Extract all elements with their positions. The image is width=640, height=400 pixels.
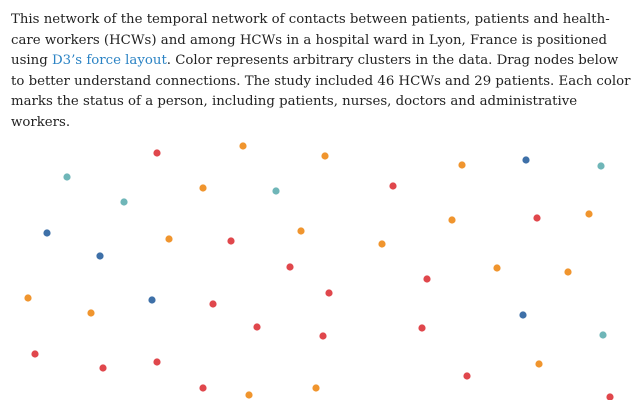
network-node-orange[interactable] bbox=[458, 161, 465, 168]
network-node-blue[interactable] bbox=[519, 311, 526, 318]
network-node-orange[interactable] bbox=[378, 240, 385, 247]
network-node-red[interactable] bbox=[31, 350, 38, 357]
network-node-red[interactable] bbox=[606, 393, 613, 400]
network-node-orange[interactable] bbox=[199, 184, 206, 191]
network-node-red[interactable] bbox=[389, 182, 396, 189]
network-node-orange[interactable] bbox=[239, 142, 246, 149]
network-node-teal[interactable] bbox=[272, 187, 279, 194]
network-node-red[interactable] bbox=[99, 364, 106, 371]
network-node-red[interactable] bbox=[153, 358, 160, 365]
network-node-red[interactable] bbox=[253, 323, 260, 330]
network-node-orange[interactable] bbox=[448, 216, 455, 223]
network-node-orange[interactable] bbox=[312, 384, 319, 391]
network-node-blue[interactable] bbox=[96, 252, 103, 259]
network-node-red[interactable] bbox=[319, 332, 326, 339]
network-node-teal[interactable] bbox=[599, 331, 606, 338]
network-node-teal[interactable] bbox=[63, 173, 70, 180]
network-node-teal[interactable] bbox=[597, 162, 604, 169]
network-node-orange[interactable] bbox=[297, 227, 304, 234]
intro-paragraph bbox=[11, 10, 631, 133]
intro-text-before-link: This network of the temporal network of contacts between patients, patients and health-care workers (HCWs) and among HCWs in a hospital ward in Lyon, France is positioned using bbox=[11, 12, 610, 68]
network-node-red[interactable] bbox=[533, 214, 540, 221]
network-node-red[interactable] bbox=[199, 384, 206, 391]
intro-text-after-link: . Color represents arbitrary clusters in the data. Drag nodes below to better understand connections. The study included 46 HCWs and 29 patients. Each color marks the status of a person, including patients, nurses, doctors and administrative workers. bbox=[11, 53, 631, 130]
network-node-red[interactable] bbox=[463, 372, 470, 379]
contact-network-graph[interactable] bbox=[0, 140, 640, 400]
network-node-orange[interactable] bbox=[24, 294, 31, 301]
network-node-blue[interactable] bbox=[43, 229, 50, 236]
network-node-orange[interactable] bbox=[535, 360, 542, 367]
network-node-orange[interactable] bbox=[165, 235, 172, 242]
network-node-orange[interactable] bbox=[321, 152, 328, 159]
network-node-red[interactable] bbox=[418, 324, 425, 331]
network-node-blue[interactable] bbox=[148, 296, 155, 303]
network-node-red[interactable] bbox=[227, 237, 234, 244]
network-node-orange[interactable] bbox=[564, 268, 571, 275]
d3-force-layout-link[interactable]: D3’s force layout bbox=[51, 53, 167, 68]
network-node-orange[interactable] bbox=[585, 210, 592, 217]
network-node-red[interactable] bbox=[325, 289, 332, 296]
network-node-orange[interactable] bbox=[493, 264, 500, 271]
network-node-orange[interactable] bbox=[87, 309, 94, 316]
network-node-red[interactable] bbox=[423, 275, 430, 282]
network-node-red[interactable] bbox=[286, 263, 293, 270]
network-node-blue[interactable] bbox=[522, 156, 529, 163]
network-node-teal[interactable] bbox=[120, 198, 127, 205]
network-node-red[interactable] bbox=[153, 149, 160, 156]
network-node-red[interactable] bbox=[209, 300, 216, 307]
network-node-orange[interactable] bbox=[245, 391, 252, 398]
